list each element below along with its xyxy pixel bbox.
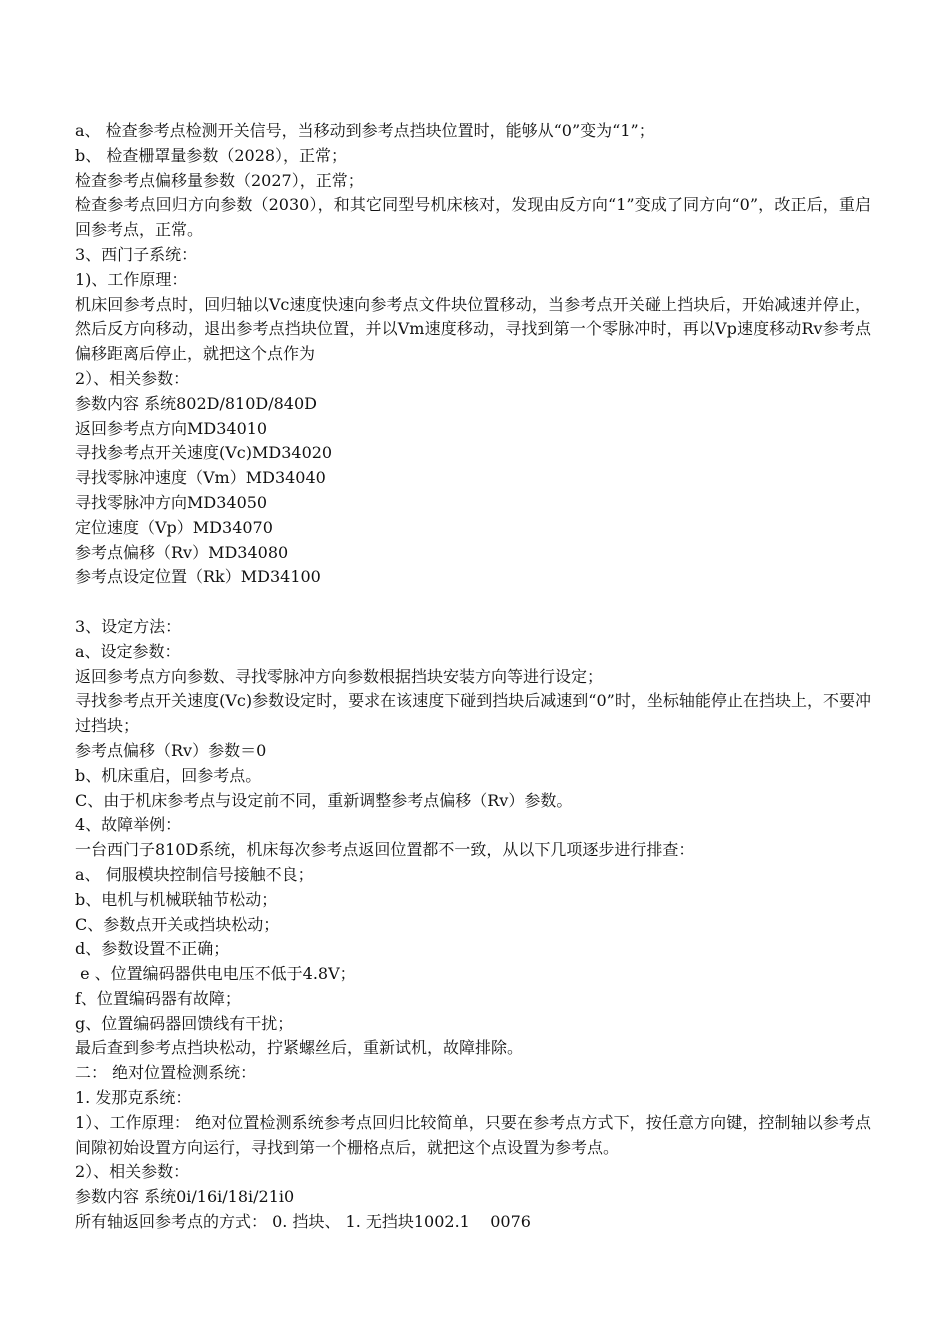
param-row-reference-position: 参考点设定位置（Rk）MD34100 [75,567,321,587]
param-row-zero-pulse-speed: 寻找零脉冲速度（Vm）MD34040 [75,468,326,488]
paragraph-fanuc-principle: 1）、工作原理： 绝对位置检测系统参考点回归比较简单，只要在参考点方式下，按任意方向键，控制轴以参考点间隙初始设置方向运行，寻找到第一个栅格点后，就把这个点设置为参考点。 [75,1112,871,1157]
fault-item-f: f、位置编码器有故障； [75,988,241,1008]
param-row-zero-pulse-direction: 寻找零脉冲方向MD34050 [75,492,268,512]
text-line-offset-param: 检查参考点偏移量参数（2027），正常； [75,170,364,190]
fault-item-b: b、电机与机械联轴节松动； [75,889,278,909]
heading-absolute-position: 二： 绝对位置检测系统： [75,1063,257,1083]
fault-item-d: d、参数设置不正确； [75,939,230,959]
text-line-check-switch-signal: a、 检查参考点检测开关信号，当移动到参考点挡块位置时，能够从“0”变为“1”； [75,121,655,140]
param-row-switch-speed: 寻找参考点开关速度(Vc)MD34020 [75,443,333,463]
heading-related-params: 2）、相关参数： [75,368,190,388]
heading-siemens-system: 3、西门子系统： [75,244,198,264]
fault-item-e: e 、位置编码器供电电压不低于4.8V； [75,964,356,984]
fault-item-g: g、位置编码器回馈线有干扰； [75,1013,294,1033]
document-page [75,119,871,1235]
heading-working-principle: 1)、工作原理： [75,269,188,289]
param-row-return-direction: 返回参考点方向MD34010 [75,418,268,438]
param-header-row: 参数内容 系统802D/810D/840D [75,393,317,413]
heading-setting-method: 3、设定方法： [75,616,182,636]
heading-fanuc-system: 1. 发那克系统： [75,1088,192,1108]
text-line-direction-param: 检查参考点回归方向参数（2030），和其它同型号机床核对，发现由反方向“1”变成了同方向“0”，改正后，重启回参考点，正常。 [75,195,871,240]
heading-set-params: a、设定参数： [75,641,181,661]
fault-item-c: C、参数点开关或挡块松动； [75,914,280,934]
text-line-grid-param: b、 检查栅罩量参数（2028），正常； [75,145,348,165]
paragraph-siemens-principle: 机床回参考点时，回归轴以Vc速度快速向参考点文件块位置移动，当参考点开关碰上挡块后，开始减速并停止，然后反方向移动，退出参考点挡块位置，并以Vm速度移动，寻找到第一个零脉冲时，再以Vp速度移动Rv参考点偏移距离后停止，就把这个点作为 [75,294,871,364]
blank-line [75,590,871,615]
param-row-position-speed: 定位速度（Vp）MD34070 [75,517,273,537]
text-line-restart: b、机床重启，回参考点。 [75,765,262,785]
text-line-readjust-offset: C、由于机床参考点与设定前不同，重新调整参考点偏移（Rv）参数。 [75,790,573,810]
heading-fault-example: 4、故障举例： [75,815,182,835]
param-row-reference-offset: 参考点偏移（Rv）MD34080 [75,542,289,562]
fanuc-param-header-row: 参数内容 系统0i/16i/18i/21i0 [75,1187,295,1207]
heading-fanuc-related-params: 2）、相关参数： [75,1162,190,1182]
text-line-fault-intro: 一台西门子810D系统，机床每次参考点返回位置都不一致，从以下几项逐步进行排查： [75,840,695,860]
paragraph-switch-speed-setting: 寻找参考点开关速度(Vc)参数设定时，要求在该速度下碰到挡块后减速到“0”时，坐标轴能停止在挡块上，不要冲过挡块； [75,691,871,736]
fanuc-param-row-return-mode: 所有轴返回参考点的方式： 0. 挡块、 1. 无挡块1002.1 0076 [75,1212,531,1232]
text-line-offset-zero: 参考点偏移（Rv）参数＝0 [75,740,267,760]
text-line-direction-setting: 返回参考点方向参数、寻找零脉冲方向参数根据挡块安装方向等进行设定； [75,666,604,686]
fault-item-a: a、 伺服模块控制信号接触不良； [75,864,314,884]
text-line-fault-resolution: 最后查到参考点挡块松动，拧紧螺丝后，重新试机，故障排除。 [75,1038,524,1058]
